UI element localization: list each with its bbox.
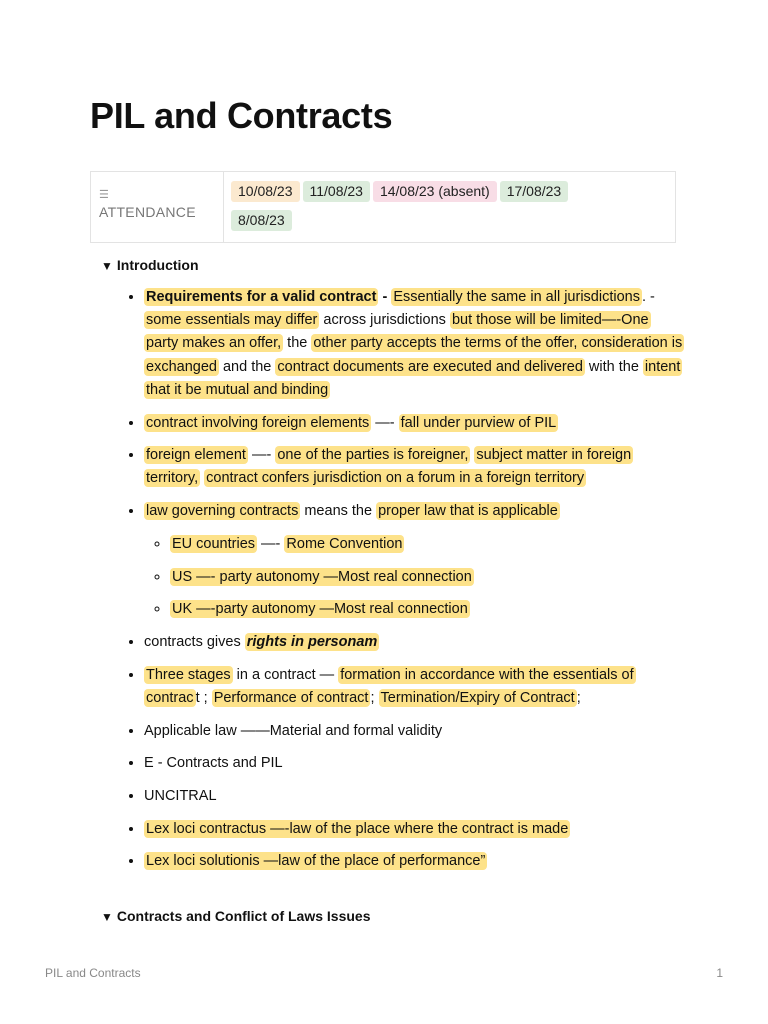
list-item (144, 664, 684, 710)
list-item (144, 444, 684, 490)
list-icon: ☰ (99, 189, 109, 201)
highlight-text: contract documents are executed and delivered (277, 358, 583, 375)
highlight-text: Rome Convention (286, 535, 403, 552)
highlight-text: Essentially the same in all jurisdictions (393, 289, 640, 305)
list-item: • UNCITRAL (144, 785, 684, 808)
highlight-text: rights in personam (246, 633, 378, 650)
highlight-text: Requirements for a valid contract (146, 289, 377, 305)
text: contracts gives (144, 633, 245, 650)
highlight-text: law governing contracts (146, 503, 299, 520)
text: across jurisdictions (319, 312, 450, 329)
highlight-text: intent that it be mutual and binding (146, 358, 681, 398)
toggle-introduction[interactable] (101, 257, 199, 273)
property-key (91, 172, 224, 242)
list-item: • Applicable law ——Material and formal validity (144, 720, 684, 743)
list-item (144, 286, 684, 402)
attendance-tag: 8/08/23 (231, 210, 292, 231)
text: ; (370, 689, 379, 706)
text: —- (247, 447, 276, 464)
text: means the (300, 503, 377, 520)
text: the (283, 335, 312, 352)
text: ; (576, 689, 581, 706)
sub-list-item (170, 566, 684, 589)
toggle-label: Contracts and Conflict of Laws Issues (116, 908, 371, 924)
introduction-list (126, 286, 684, 883)
highlight-text: formation in accordance with the essentials of contrac (146, 666, 634, 706)
list-item (144, 631, 684, 654)
highlight-text: UK —-party autonomy —Most real connection (172, 601, 468, 618)
page-title: PIL and Contracts (90, 95, 393, 136)
sub-list-item (170, 598, 684, 621)
sub-list (144, 533, 684, 622)
list-item (144, 412, 684, 435)
highlight-text: fall under purview of PIL (400, 414, 557, 431)
toggle-triangle-icon: ▼ (101, 910, 113, 924)
attendance-tag: 10/08/23 (231, 181, 300, 202)
text: with the (584, 358, 643, 375)
attendance-tag: 14/08/23 (absent) (373, 181, 497, 202)
highlight-text: EU countries (172, 535, 256, 552)
highlight-text: other party accepts the terms of the offer, consideration is exchanged (146, 335, 683, 375)
text: and the (218, 358, 276, 375)
highlight-text: US —- party autonomy —Most real connection (172, 568, 472, 585)
list-item (144, 818, 684, 841)
highlight-text: contract involving foreign elements (146, 414, 370, 431)
highlight-text: but those will be limited—-One party makes an offer, (146, 312, 649, 352)
sub-list-item (170, 533, 684, 556)
highlight-text: contract confers jurisdiction on a forum in a foreign territory (206, 470, 585, 487)
text: . - (641, 289, 655, 305)
attendance-tag: 11/08/23 (303, 181, 370, 202)
toggle-triangle-icon: ▼ (101, 259, 113, 273)
text: t ; (195, 689, 212, 706)
property-value[interactable] (224, 172, 675, 242)
attendance-tag: 17/08/23 (500, 181, 569, 202)
attendance-property (90, 171, 676, 243)
list-item (144, 500, 684, 621)
list-item: • E - Contracts and PIL (144, 752, 684, 775)
list-item (144, 850, 684, 873)
footer-title: PIL and Contracts (45, 966, 141, 980)
highlight-text: some essentials may differ (146, 312, 318, 329)
highlight-text: subject matter in foreign territory, (146, 447, 632, 487)
highlight-text: proper law that is applicable (378, 503, 558, 520)
highlight-text: foreign element (146, 447, 246, 464)
highlight-text: Lex loci contractus —-law of the place where the contract is made (146, 820, 569, 837)
highlight-text: Lex loci solutionis —law of the place of performance” (146, 853, 486, 870)
highlight-text: Three stages (146, 666, 231, 683)
page-number: 1 (716, 966, 723, 980)
highlight-text: one of the parties is foreigner, (277, 447, 469, 464)
text: —- (257, 535, 285, 552)
text: in a contract — (232, 666, 339, 683)
text: —- (371, 414, 399, 431)
highlight-text: Termination/Expiry of Contract (380, 689, 575, 706)
text: - (378, 289, 392, 305)
highlight-text: Performance of contract (213, 689, 369, 706)
toggle-conflict-of-laws[interactable] (101, 908, 371, 924)
toggle-label: Introduction (116, 257, 199, 273)
property-key-label: ATTENDANCE (99, 204, 196, 220)
